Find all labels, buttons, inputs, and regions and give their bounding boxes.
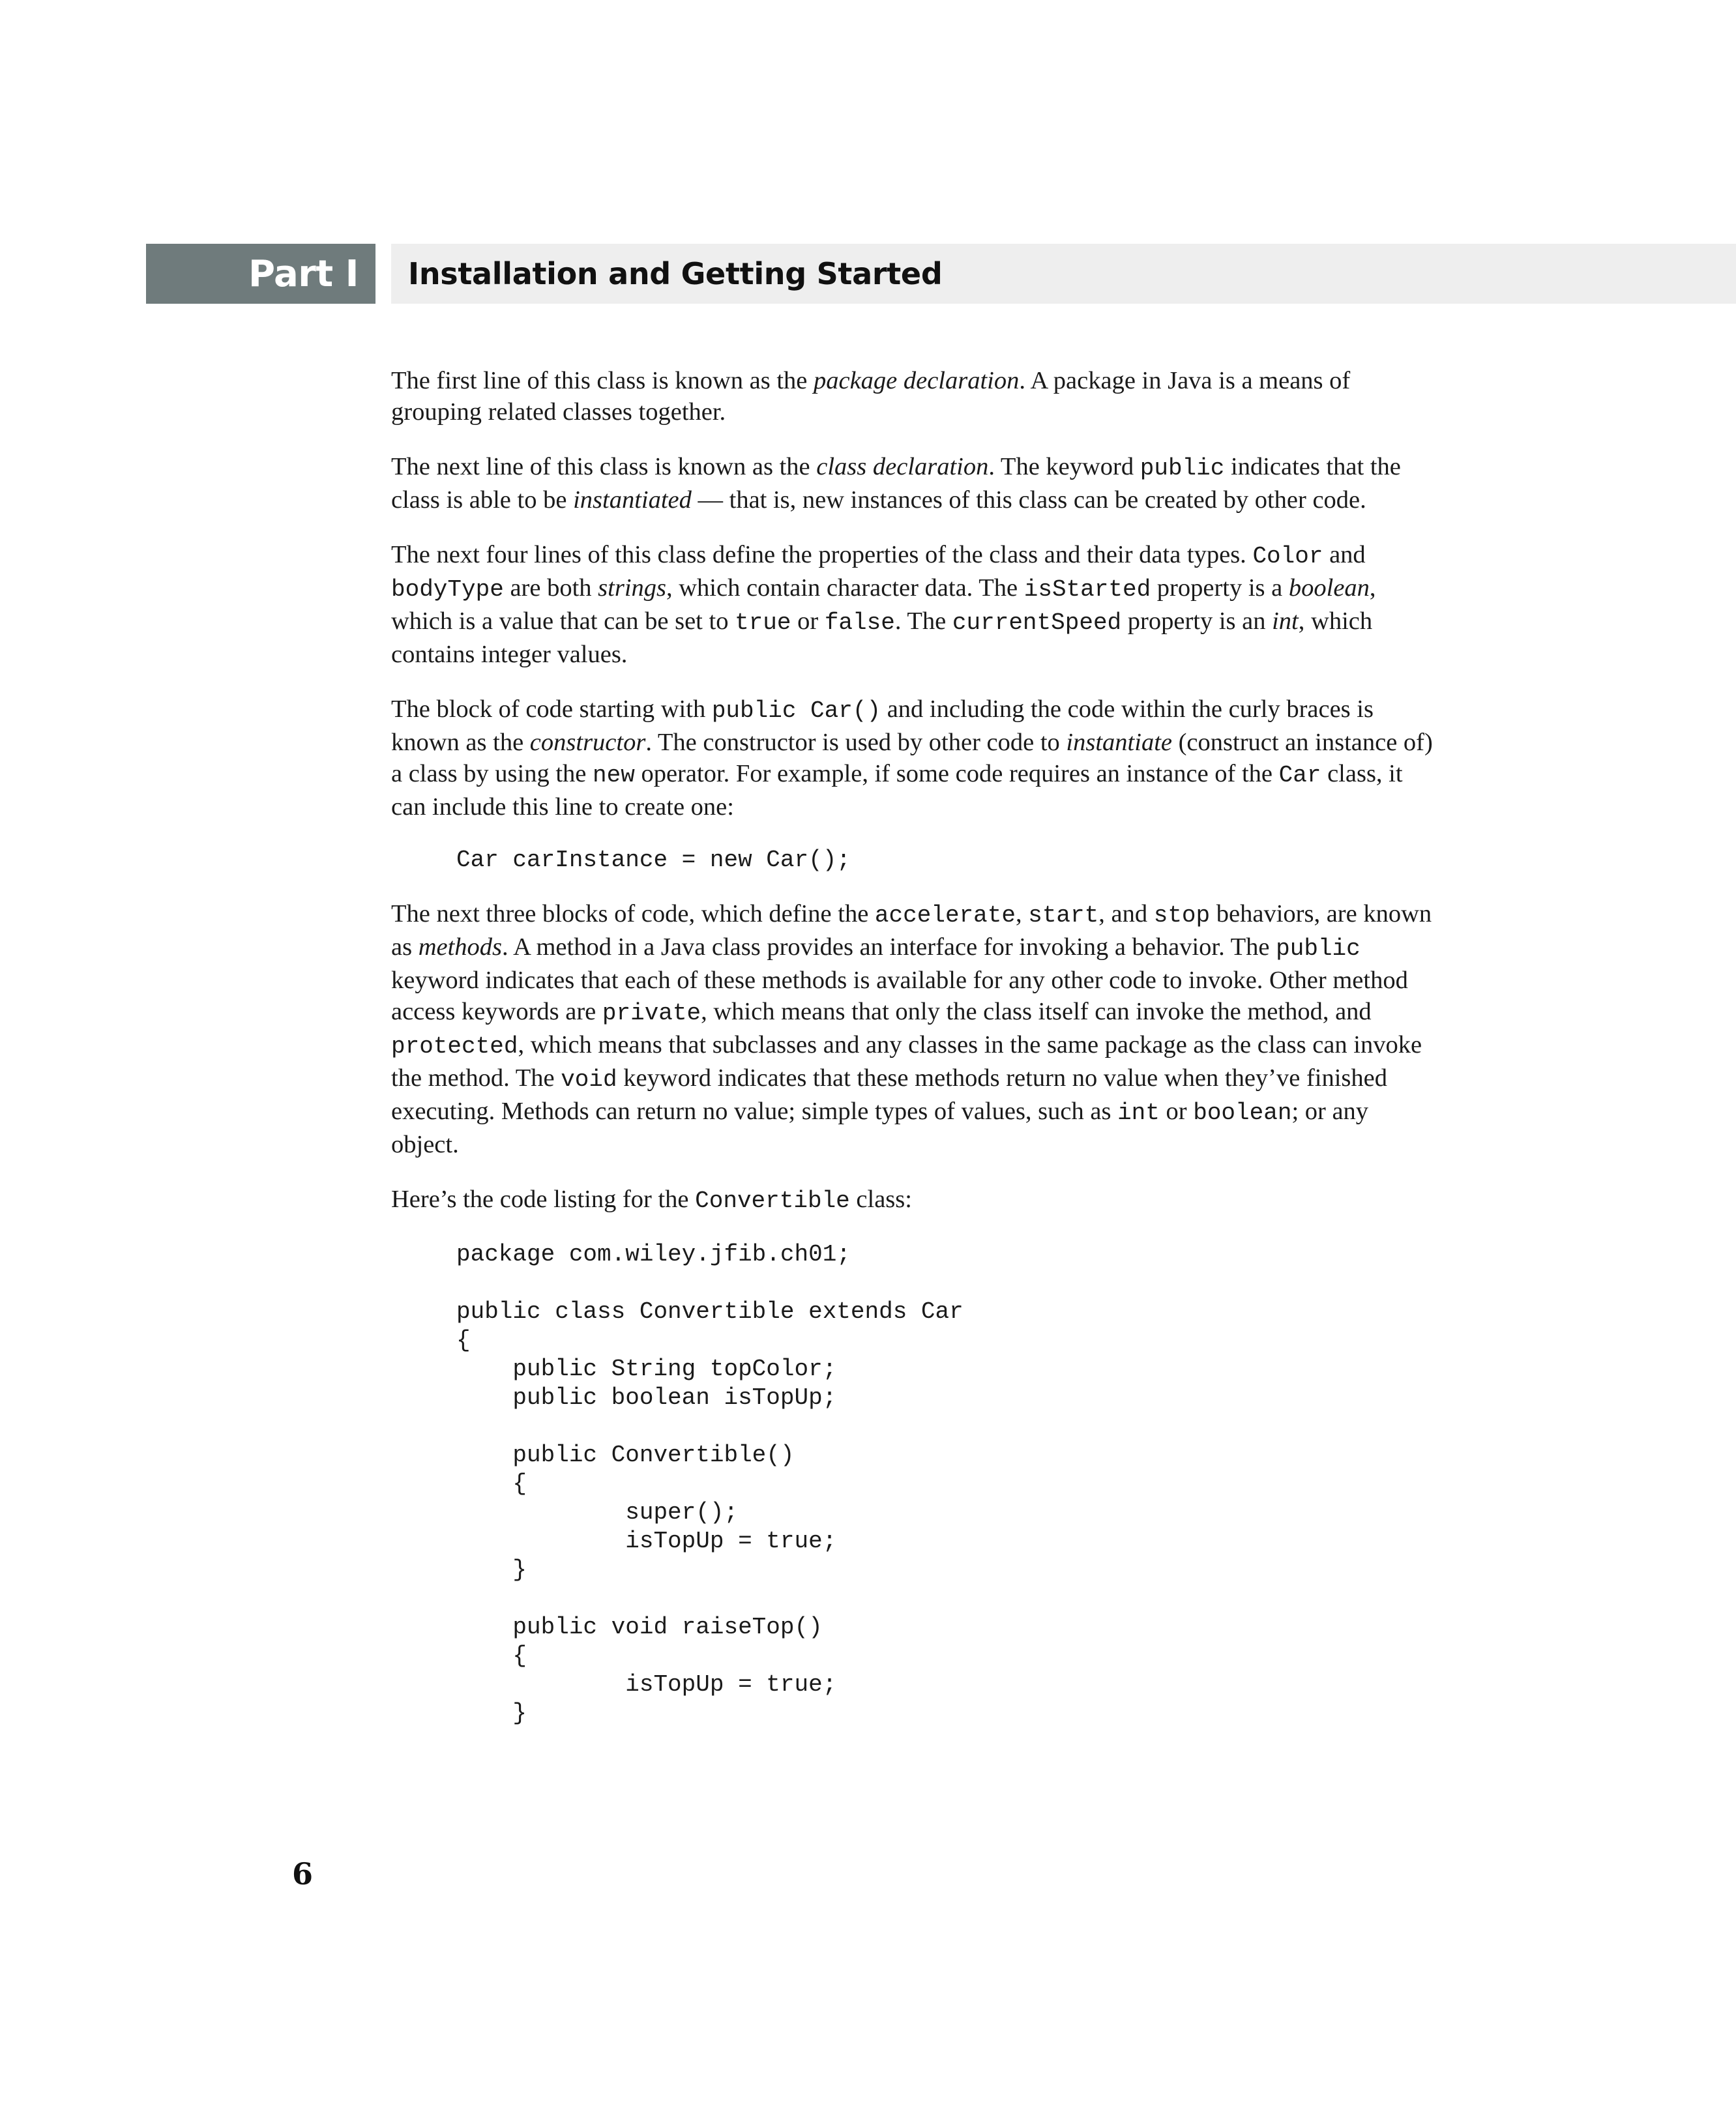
text-span: . The constructor is used by other code to <box>645 729 1067 756</box>
text-span: . A package in Java is a means of grouping related classes together. <box>391 367 1351 426</box>
inline-code: public <box>1140 455 1225 482</box>
text-span: The block of code starting with <box>391 695 712 723</box>
text-span: . The <box>894 607 952 635</box>
chapter-title-box <box>391 244 1736 304</box>
inline-code: Convertible <box>695 1188 850 1214</box>
text-span: The next three blocks of code, which define the <box>391 900 875 927</box>
text-span: keyword indicates that these methods return no value when they’ve finished executing. Methods can return no value; simple types of values, such as <box>391 1064 1388 1125</box>
inline-code: boolean <box>1193 1100 1292 1126</box>
code-block-car-instance: Car carInstance = new Car(); <box>456 847 851 873</box>
paragraph-constructor <box>391 693 1434 823</box>
paragraph-package-declaration <box>391 365 1434 428</box>
inline-code: new <box>593 762 635 789</box>
text-span: indicates that the class is able to be <box>391 453 1401 514</box>
inline-code: int <box>1117 1100 1160 1126</box>
inline-code: stop <box>1153 902 1211 929</box>
paragraph-convertible-intro <box>391 1184 1434 1217</box>
text-span: The next four lines of this class define the properties of the class and their data types. <box>391 541 1253 568</box>
code-block-convertible: package com.wiley.jfib.ch01; public class Convertible extends Car { public String topColor; public boolean isTopUp; public Convertible() { super(); isTopUp = true; } public void raiseTop() { isTopUp = true; } <box>456 1241 964 1727</box>
part-label: Part I <box>248 252 359 295</box>
paragraph-methods <box>391 898 1434 1160</box>
inline-code: false <box>824 609 895 636</box>
part-label-box <box>146 244 375 304</box>
inline-code: accelerate <box>874 902 1016 929</box>
text-span: keyword indicates that each of these methods is available for any other code to invoke. Other method access keywords are <box>391 967 1408 1025</box>
text-span: , which means that only the class itself can invoke the method, and <box>701 998 1372 1025</box>
inline-code: true <box>735 609 791 636</box>
text-span: class, it can include this line to create one: <box>391 760 1403 821</box>
text-span: property is a <box>1151 574 1289 602</box>
inline-code: isStarted <box>1023 576 1151 603</box>
italic-term: methods <box>418 933 503 961</box>
text-span: and <box>1323 541 1366 568</box>
page-number: 6 <box>292 1856 314 1891</box>
text-span: ; or any object. <box>391 1098 1369 1158</box>
text-span: , <box>1015 900 1029 927</box>
text-span: or <box>791 607 825 635</box>
text-span: . The keyword <box>988 453 1140 480</box>
inline-code: private <box>602 1000 701 1027</box>
text-span: class: <box>849 1186 912 1213</box>
inline-code: protected <box>391 1033 518 1060</box>
text-span: Here’s the code listing for the <box>391 1186 696 1213</box>
text-span: and including the code within the curly braces is known as the <box>391 695 1374 756</box>
paragraph-properties <box>391 539 1434 670</box>
inline-code: currentSpeed <box>952 609 1122 636</box>
text-span: . A method in a Java class provides an interface for invoking a behavior. The <box>502 933 1276 961</box>
inline-code: void <box>561 1066 617 1093</box>
page-content <box>391 365 1434 1751</box>
text-span: , which contain character data. The <box>666 574 1024 602</box>
text-span: The first line of this class is known as the <box>391 367 814 394</box>
text-span: The next line of this class is known as the <box>391 453 817 480</box>
italic-term: boolean <box>1288 574 1370 602</box>
italic-term: class declaration <box>816 453 989 480</box>
text-span: (construct an instance of) a class by using the <box>391 729 1433 787</box>
italic-term: strings <box>598 574 666 602</box>
italic-term: package declaration <box>813 367 1020 394</box>
inline-code: public Car() <box>711 697 881 724</box>
text-span: , which is a value that can be set to <box>391 574 1376 635</box>
inline-code: Car <box>1278 762 1321 789</box>
italic-term: int <box>1272 607 1299 635</box>
text-span: operator. For example, if some code requires an instance of the <box>634 760 1279 787</box>
text-span: , which contains integer values. <box>391 607 1373 668</box>
inline-code: bodyType <box>391 576 504 603</box>
text-span: behaviors, are known as <box>391 900 1432 961</box>
text-span: — that is, new instances of this class can be created by other code. <box>691 486 1366 514</box>
paragraph-class-declaration <box>391 451 1434 516</box>
inline-code: public <box>1276 935 1361 962</box>
inline-code: Color <box>1252 543 1323 570</box>
italic-term: instantiate <box>1066 729 1172 756</box>
text-span: or <box>1159 1098 1194 1125</box>
text-span: property is an <box>1121 607 1273 635</box>
chapter-title: Installation and Getting Started <box>408 256 943 291</box>
inline-code: start <box>1028 902 1099 929</box>
text-span: , and <box>1098 900 1154 927</box>
text-span: are both <box>503 574 598 602</box>
italic-term: constructor <box>529 729 646 756</box>
text-span: , which means that subclasses and any classes in the same package as the class can invoke the method. The <box>391 1031 1422 1092</box>
italic-term: instantiated <box>573 486 692 514</box>
